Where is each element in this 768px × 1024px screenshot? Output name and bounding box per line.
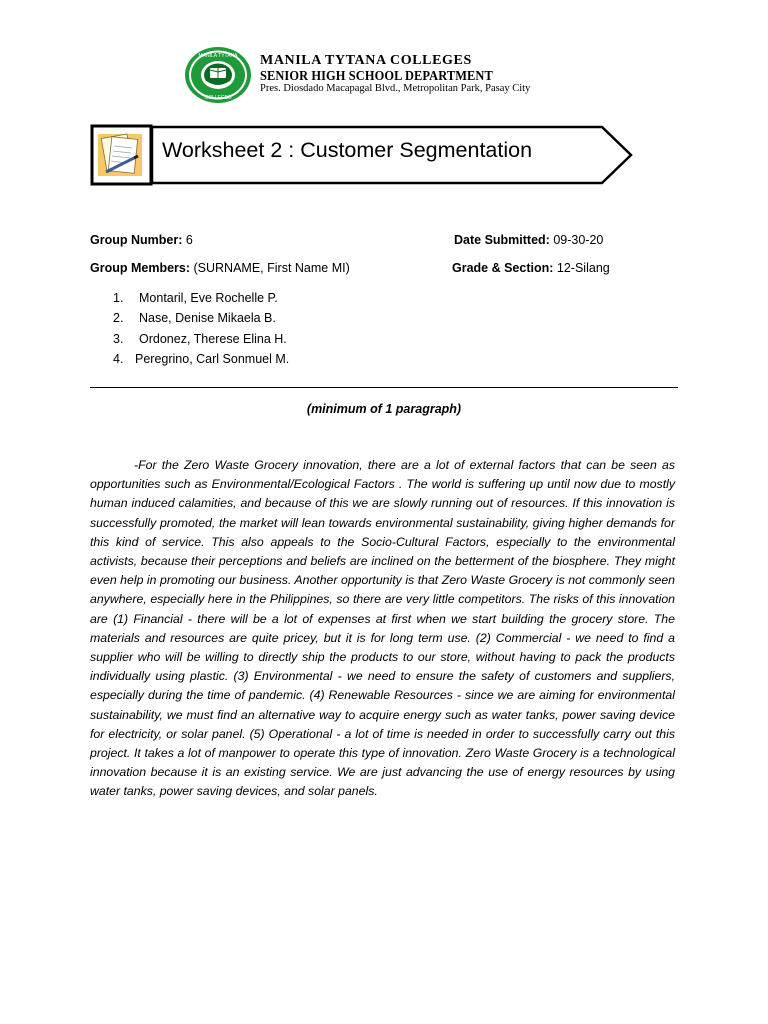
group-members-hint: (SURNAME, First Name MI) (193, 261, 350, 275)
member-number: 3. (113, 331, 124, 346)
list-item (113, 288, 289, 308)
list-item (113, 349, 289, 369)
date-submitted-field (454, 233, 603, 247)
grade-section-field (452, 261, 610, 275)
members-list (113, 288, 289, 369)
department-name: SENIOR HIGH SCHOOL DEPARTMENT (260, 68, 493, 83)
worksheet-title: Worksheet 2 : Customer Segmentation (162, 138, 533, 162)
school-header (184, 46, 604, 106)
member-name: Ordonez, Therese Elina H. (139, 331, 287, 346)
member-name: Nase, Denise Mikaela B. (139, 311, 276, 326)
paragraph-requirement-note: (minimum of 1 paragraph) (306, 402, 462, 416)
worksheet-paper-icon (94, 128, 146, 180)
group-members-field (90, 261, 350, 275)
member-name: Montaril, Eve Rochelle P. (139, 291, 278, 305)
seal-text-bottom: COLLEGES (204, 95, 232, 101)
worksheet-title-box (90, 124, 635, 186)
member-name: Peregrino, Carl Sonmuel M. (135, 351, 290, 366)
group-members-label: Group Members: (90, 261, 191, 275)
member-number: 2. (113, 311, 124, 326)
grade-section-label: Grade & Section: (452, 261, 554, 275)
group-number-value: 6 (185, 233, 193, 247)
school-name: MANILA TYTANA COLLEGES (260, 53, 472, 68)
date-submitted-value: 09-30-20 (553, 233, 604, 247)
group-number-field (90, 233, 193, 247)
list-item (113, 308, 289, 328)
section-divider (90, 387, 678, 388)
date-submitted-label: Date Submitted: (454, 233, 550, 247)
member-number: 4. (113, 351, 124, 366)
member-number: 1. (113, 291, 124, 305)
seal-text-top: MANILA TYTANA (198, 53, 238, 59)
school-address: Pres. Diosdado Macapagal Blvd., Metropolitan Park, Pasay City (260, 83, 531, 94)
school-seal-icon (184, 46, 252, 104)
grade-section-value: 12-Silang (556, 261, 610, 275)
group-number-label: Group Number: (90, 233, 183, 247)
list-item (113, 329, 289, 349)
answer-paragraph: -For the Zero Waste Grocery innovation, there are a lot of external factors that can be seen as opportunities such as Environmental/Ecological Factors . The world is suffering up until now due to mostly human induced calamities, and because of this we are slowly running out of resources. If this innovation is successfully promoted, the market will lean towards environmental sustainability, giving higher demands for this kind of service. This also appeals to the Socio-Cultural Factors, especially to the environmental activists, because their perceptions and beliefs are inclined on the betterment of the biosphere. They might even help in promoting our business. Another opportunity is that Zero Waste Grocery is not commonly seen anywhere, especially here in the Philippines, so there are very little competitors. The risks of this innovation are (1) Financial - there will be a lot of expenses at first when we start building the grocery store. The materials and resources are quite pricey, but it is for long term use. (2) Commercial - we need to find a supplier who will be willing to directly ship the products to our store, without having to pack the products individually using plastic. (3) Environmental - we need to ensure the safety of customers and suppliers, especially during the time of pandemic. (4) Renewable Resources - since we are aiming for environmental sustainability, we must find an alternative way to acquire energy such as water tanks, power saving device for electricity, or solar panel. (5) Operational - a lot of time is needed in order to successfully carry out this project. It takes a lot of manpower to operate this type of innovation. Zero Waste Grocery is a technological innovation because it is an existing service. We are just advancing the use of energy resources by using water tanks, power saving devices, and solar panels. (90, 458, 675, 799)
